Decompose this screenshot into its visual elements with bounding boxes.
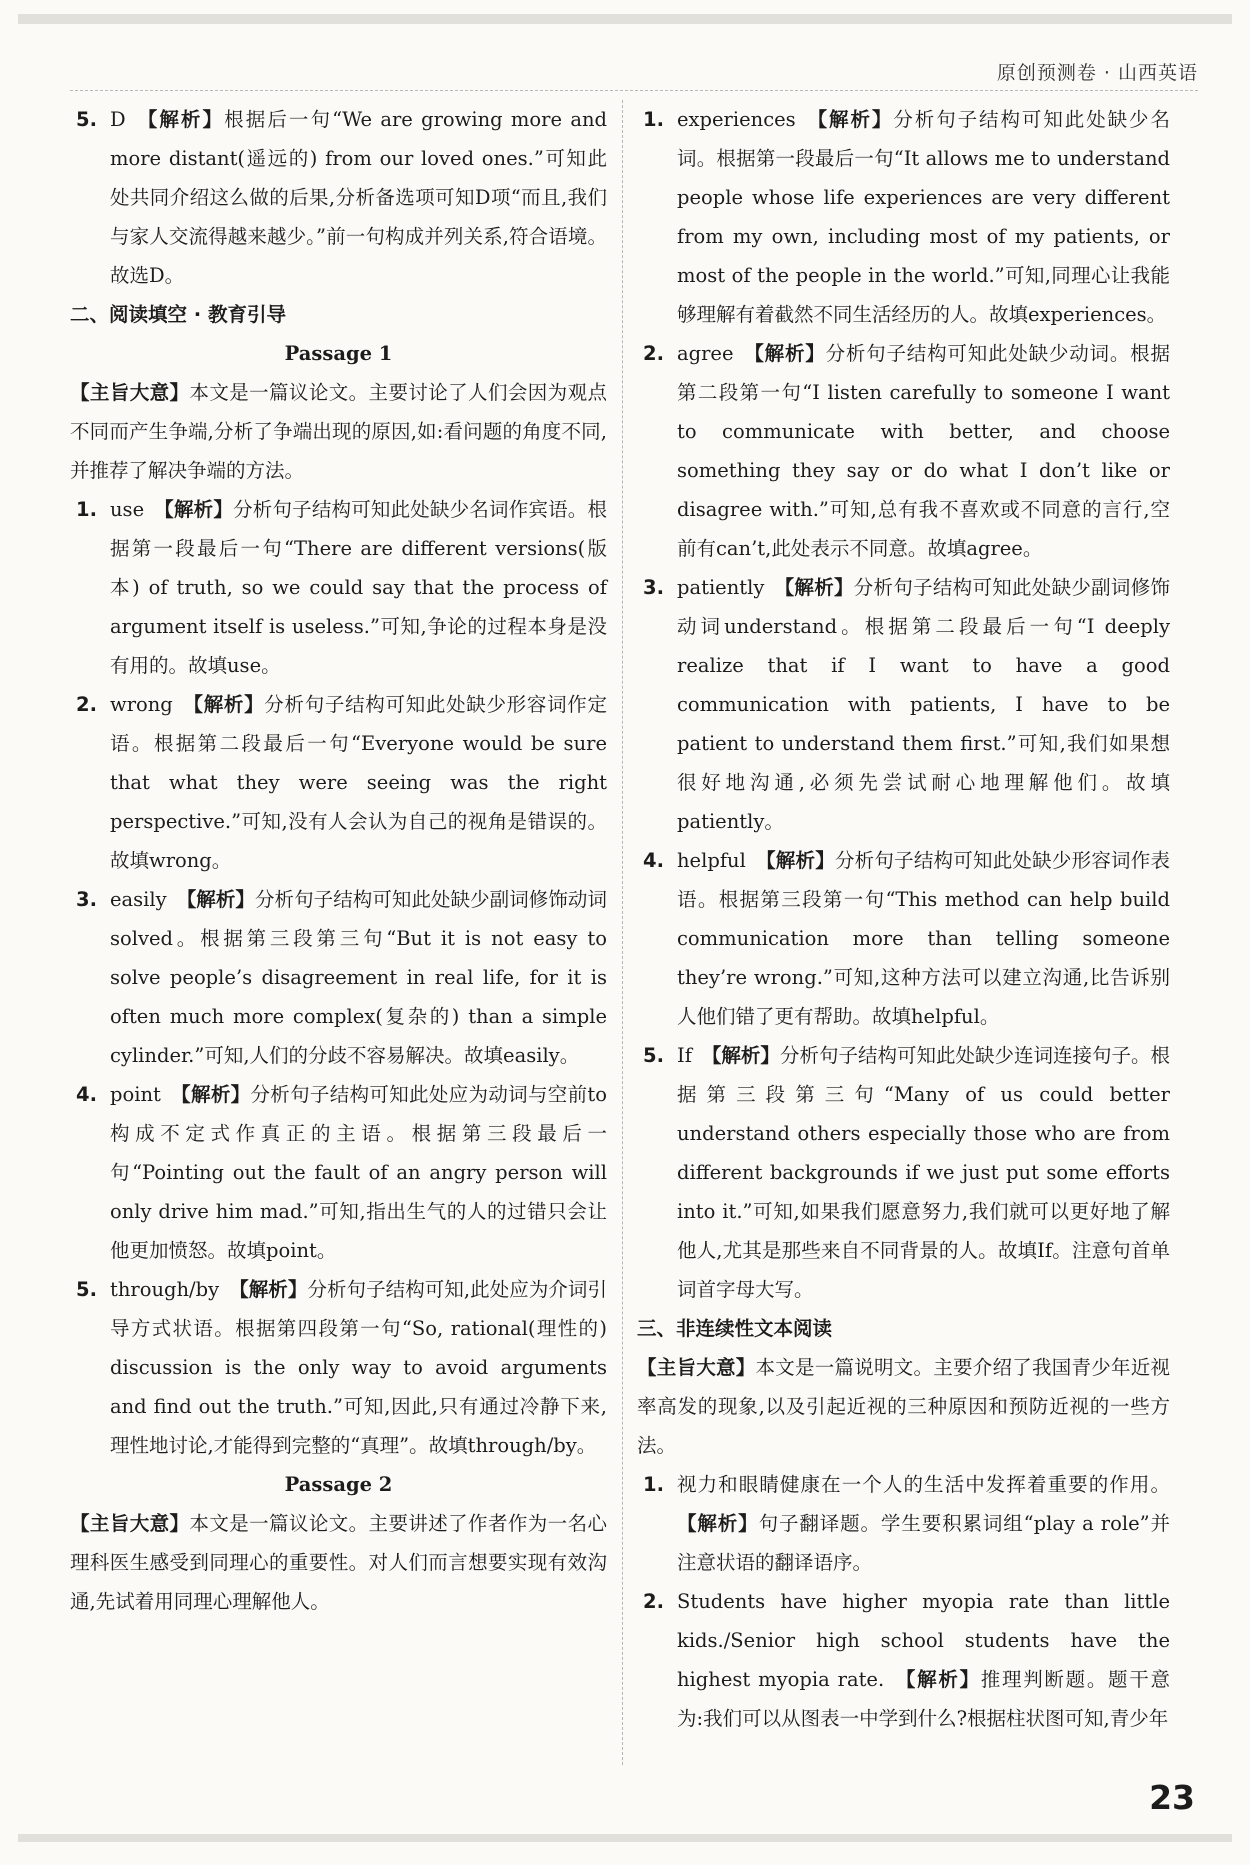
answer-item-p2-3: [637, 568, 1170, 841]
running-header: 原创预测卷 · 山西英语: [996, 62, 1198, 84]
item-answer: experiences: [677, 108, 796, 131]
summary-text: 本文是一篇议论文。主要讲述了作者作为一名心理科医生感受到同理心的重要性。对人们而言想要实现有效沟通,先试着用同理心理解他人。: [70, 1512, 607, 1613]
item-number: 2.: [643, 342, 664, 365]
answer-item-p1-5: [70, 1270, 607, 1465]
item-explanation: 句子翻译题。学生要积累词组“play a role”并注意状语的翻译语序。: [677, 1512, 1170, 1574]
summary-tag: 【主旨大意】: [70, 381, 190, 404]
summary-text: 本文是一篇议论文。主要讨论了人们会因为观点不同而产生争端,分析了争端出现的原因,如:看问题的角度不同,并推荐了解决争端的方法。: [70, 381, 607, 482]
item-answer: through/by: [110, 1278, 220, 1301]
answer-item-p1-1: [70, 490, 607, 685]
item-explanation: 分析句子结构可知此处缺少名词作宾语。根据第一段最后一句“There are different versions(版本) of truth, so we could say that the process of argument itself is useless.”可知,争论的过程本身是没有用的。故填use。: [110, 498, 607, 677]
analysis-tag: 【解析】: [743, 342, 826, 365]
section-3-summary: [637, 1348, 1170, 1465]
answer-item-p1-4: [70, 1075, 607, 1270]
left-column: [70, 100, 607, 1621]
item-answer: helpful: [677, 849, 746, 872]
item-explanation: 分析句子结构可知此处缺少副词修饰动词solved。根据第三段第三句“But it is not easy to solve people’s disagreement in real life, for it is often much more complex(复杂的) than a simple cylinder.”可知,人们的分歧不容易解决。故填easily。: [110, 888, 607, 1067]
item-answer: D: [110, 108, 126, 131]
item-number: 3.: [643, 576, 664, 599]
item-number: 4.: [643, 849, 664, 872]
analysis-tag: 【解析】: [229, 1278, 308, 1301]
item-explanation: 分析句子结构可知此处缺少动词。根据第二段第一句“I listen carefully to someone I want to communicate with better, and choose something they say or do what I don’t like or disagree with.”可知,总有我不喜欢或不同意的言行,空前有can’t,此处表示不同意。故填agree。: [677, 342, 1170, 560]
item-number: 5.: [76, 1278, 97, 1301]
item-explanation: 推理判断题。题干意为:我们可以从图表一中学到什么?根据柱状图可知,青少年: [677, 1668, 1170, 1730]
analysis-tag: 【解析】: [774, 576, 854, 599]
analysis-tag: 【解析】: [176, 888, 255, 911]
answer-item-p2-1: [637, 100, 1170, 334]
summary-tag: 【主旨大意】: [637, 1356, 756, 1379]
answer-item-p1-3: [70, 880, 607, 1075]
item-explanation: 根据后一句“We are growing more and more distant(遥远的) from our loved ones.”可知此处共同介绍这么做的后果,分析备选项可知D项“而且,我们与家人交流得越来越少。”前一句构成并列关系,符合语境。故选D。: [110, 108, 607, 287]
column-divider: [622, 100, 623, 1765]
item-answer: point: [110, 1083, 161, 1106]
item-answer: Students have higher myopia rate than little kids./Senior high school students have the highest myopia rate.: [677, 1590, 1170, 1691]
item-answer: use: [110, 498, 145, 521]
answer-item-p1-2: [70, 685, 607, 880]
summary-text: 本文是一篇说明文。主要介绍了我国青少年近视率高发的现象,以及引起近视的三种原因和预防近视的一些方法。: [637, 1356, 1170, 1457]
passage-1-summary: [70, 373, 607, 490]
answer-item-p2-2: [637, 334, 1170, 568]
summary-tag: 【主旨大意】: [70, 1512, 190, 1535]
section-title-non-continuous: 三、非连续性文本阅读: [637, 1317, 833, 1340]
answer-item-p2-4: [637, 841, 1170, 1036]
analysis-tag: 【解析】: [135, 108, 225, 131]
item-answer: wrong: [110, 693, 173, 716]
item-answer: If: [677, 1044, 692, 1067]
item-number: 3.: [76, 888, 97, 911]
item-number: 1.: [643, 108, 664, 131]
page-bottom-band: [18, 1834, 1232, 1842]
item-explanation: 分析句子结构可知此处缺少连词连接句子。根据第三段第三句“Many of us could better understand others especially those who are from different backgrounds if we just put some efforts into it.”可知,如果我们愿意努力,我们就可以更好地了解他人,尤其是那些来自不同背景的人。故填If。注意句首单词首字母大写。: [677, 1044, 1170, 1301]
answer-item-s3-2: [637, 1582, 1170, 1738]
header-rule: [70, 90, 1198, 91]
analysis-tag: 【解析】: [182, 693, 265, 716]
item-explanation: 分析句子结构可知此处应为动词与空前to构成不定式作真正的主语。根据第三段最后一句“Pointing out the fault of an angry person will only drive him mad.”可知,指出生气的人的过错只会让他更加愤怒。故填point。: [110, 1083, 607, 1262]
passage-2-summary: [70, 1504, 607, 1621]
item-number: 2.: [643, 1590, 664, 1613]
item-number: 4.: [76, 1083, 97, 1106]
analysis-tag: 【解析】: [755, 849, 835, 872]
analysis-tag: 【解析】: [894, 1668, 981, 1691]
answer-item-top-5: [70, 100, 607, 295]
section-title-reading-fill: 二、阅读填空 · 教育引导: [70, 303, 286, 326]
item-explanation: 分析句子结构可知此处缺少名词。根据第一段最后一句“It allows me to understand people whose life experiences are very different from my own, including most of my patients, or most of the people in the world.”可知,同理心让我能够理解有着截然不同生活经历的人。故填experiences。: [677, 108, 1170, 326]
analysis-tag: 【解析】: [677, 1512, 759, 1535]
right-column: [637, 100, 1170, 1738]
item-answer: easily: [110, 888, 167, 911]
item-number: 2.: [76, 693, 97, 716]
analysis-tag: 【解析】: [170, 1083, 251, 1106]
item-explanation: 分析句子结构可知此处缺少形容词作表语。根据第三段第一句“This method can help build communication more than telling someone they’re wrong.”可知,这种方法可以建立沟通,比告诉别人他们错了更有帮助。故填helpful。: [677, 849, 1170, 1028]
item-number: 1.: [643, 1473, 664, 1496]
item-answer: 视力和眼睛健康在一个人的生活中发挥着重要的作用。: [677, 1473, 1170, 1496]
item-answer: patiently: [677, 576, 765, 599]
item-number: 5.: [76, 108, 97, 131]
page-top-band: [18, 14, 1232, 24]
passage-1-title: Passage 1: [284, 342, 393, 365]
item-number: 1.: [76, 498, 97, 521]
item-number: 5.: [643, 1044, 664, 1067]
item-answer: agree: [677, 342, 734, 365]
item-explanation: 分析句子结构可知此处缺少副词修饰动词understand。根据第二段最后一句“I deeply realize that if I want to have a good communication with patients, I have to be patient to understand them first.”可知,我们如果想很好地沟通,必须先尝试耐心地理解他们。故填patiently。: [677, 576, 1170, 833]
analysis-tag: 【解析】: [154, 498, 234, 521]
item-explanation: 分析句子结构可知,此处应为介词引导方式状语。根据第四段第一句“So, rational(理性的) discussion is the only way to avoid arguments and find out the truth.”可知,因此,只有通过冷静下来,理性地讨论,才能得到完整的“真理”。故填through/by。: [110, 1278, 607, 1457]
analysis-tag: 【解析】: [805, 108, 894, 131]
page-number: 23: [1149, 1778, 1195, 1817]
answer-item-p2-5: [637, 1036, 1170, 1309]
passage-2-title: Passage 2: [284, 1473, 393, 1496]
analysis-tag: 【解析】: [701, 1044, 780, 1067]
item-explanation: 分析句子结构可知此处缺少形容词作定语。根据第二段最后一句“Everyone would be sure that what they were seeing was the right perspective.”可知,没有人会认为自己的视角是错误的。故填wrong。: [110, 693, 607, 872]
answer-item-s3-1: [637, 1465, 1170, 1582]
